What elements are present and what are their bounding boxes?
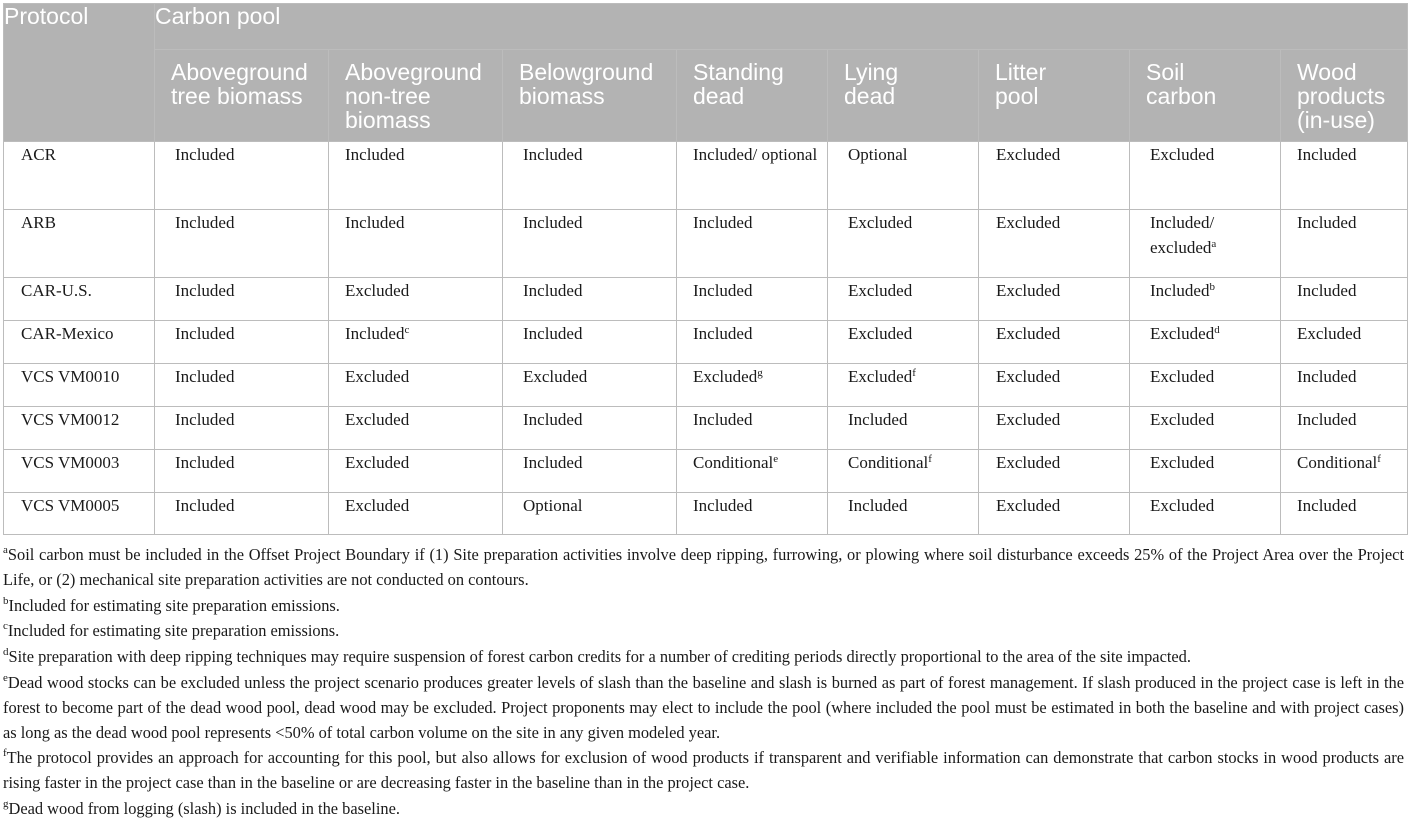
pool-cell-value: Included bbox=[1297, 410, 1357, 429]
pool-cell-value: Excluded bbox=[996, 324, 1061, 343]
pool-cell-value: Excluded bbox=[996, 496, 1061, 515]
pool-cell-value: Excluded bbox=[996, 281, 1061, 300]
footnote-text: The protocol provides an approach for accounting for this pool, but also allows for exclusion of wood products if transparent and verifiable information can demonstrate that carbon stocks in wood products are rising faster in the project case than in the baseline or are decreasing faster in the baseline than in the project case. bbox=[3, 748, 1404, 793]
pool-cell-value: Included bbox=[1297, 145, 1357, 164]
header-column-0 bbox=[155, 50, 329, 142]
pool-cell bbox=[979, 278, 1130, 321]
protocol-cell: CAR-U.S. bbox=[4, 278, 155, 321]
pool-cell bbox=[828, 210, 979, 278]
header-column-line: Litter bbox=[995, 59, 1047, 85]
pool-cell-value: Included bbox=[693, 213, 753, 232]
header-column-line: products bbox=[1297, 83, 1386, 109]
header-column-line: Belowground bbox=[519, 59, 654, 85]
pool-cell-value: Excluded bbox=[523, 367, 588, 386]
pool-cell bbox=[677, 407, 828, 450]
header-column-5 bbox=[979, 50, 1130, 142]
pool-cell bbox=[979, 321, 1130, 364]
table-row bbox=[4, 364, 1408, 407]
pool-cell bbox=[677, 278, 828, 321]
pool-cell-value: Excluded bbox=[848, 281, 913, 300]
pool-cell bbox=[979, 210, 1130, 278]
pool-cell bbox=[1281, 450, 1408, 493]
footnote bbox=[3, 645, 1404, 670]
pool-cell-value: Included bbox=[175, 496, 235, 515]
pool-cell bbox=[155, 407, 329, 450]
pool-cell bbox=[979, 364, 1130, 407]
pool-cell bbox=[1130, 142, 1281, 210]
pool-cell bbox=[1281, 407, 1408, 450]
pool-cell-value: Included bbox=[523, 213, 583, 232]
pool-cell-value: Included bbox=[523, 410, 583, 429]
protocol-cell: VCS VM0010 bbox=[4, 364, 155, 407]
pool-cell-value: Optional bbox=[523, 496, 583, 515]
pool-cell-value: Excluded bbox=[693, 367, 758, 386]
pool-cell-value: Included bbox=[1297, 213, 1357, 232]
footnote-marker: d bbox=[1214, 324, 1220, 336]
pool-cell bbox=[329, 364, 503, 407]
pool-cell bbox=[677, 493, 828, 535]
pool-cell bbox=[677, 321, 828, 364]
footnote-text: Dead wood stocks can be excluded unless the project scenario produces greater levels of slash than the baseline and slash is burned as part of forest management. If slash produced in the project case is left in the forest to become part of the dead wood pool, dead wood may be excluded. Project proponents may elect to include the pool (where included the pool must be estimated in both the baseline and with project cases) as long as the dead wood pool represents <50% of total carbon volume on the site in any given modeled year. bbox=[3, 672, 1404, 742]
pool-cell bbox=[155, 493, 329, 535]
header-column-line: Soil bbox=[1146, 59, 1185, 85]
header-column-line: dead bbox=[844, 83, 896, 109]
pool-cell-value: Excluded bbox=[345, 410, 410, 429]
pool-cell-value: Excluded bbox=[848, 324, 913, 343]
footnote bbox=[3, 797, 1404, 822]
pool-cell-value: Excluded bbox=[1150, 324, 1215, 343]
protocol-cell: ARB bbox=[4, 210, 155, 278]
pool-cell bbox=[677, 142, 828, 210]
pool-cell bbox=[1130, 210, 1281, 278]
footnote-marker: g bbox=[757, 367, 763, 379]
protocol-cell: VCS VM0012 bbox=[4, 407, 155, 450]
header-column-line: pool bbox=[995, 83, 1039, 109]
pool-cell-value: Included bbox=[175, 367, 235, 386]
footnote-marker: e bbox=[773, 453, 779, 465]
header-column-4 bbox=[828, 50, 979, 142]
footnote-mark: a bbox=[3, 544, 8, 556]
pool-cell bbox=[828, 407, 979, 450]
pool-cell-value: Optional bbox=[848, 145, 908, 164]
pool-cell-value: Excluded bbox=[1150, 453, 1215, 472]
pool-cell-value: Included bbox=[175, 324, 235, 343]
pool-cell-value: Excluded bbox=[848, 367, 913, 386]
footnote-text: Site preparation with deep ripping techniques may require suspension of forest carbon credits for a number of crediting periods directly proportional to the area of the site impacted. bbox=[8, 647, 1191, 667]
pool-cell bbox=[1130, 450, 1281, 493]
footnote-text: Dead wood from logging (slash) is included in the baseline. bbox=[8, 798, 400, 818]
pool-cell-value: Excluded bbox=[345, 281, 410, 300]
pool-cell-value: Included bbox=[175, 453, 235, 472]
footnote-marker: f bbox=[928, 453, 932, 465]
header-column-1 bbox=[329, 50, 503, 142]
pool-cell bbox=[677, 364, 828, 407]
footnote-marker: b bbox=[1209, 281, 1215, 293]
pool-cell-value: Excluded bbox=[345, 453, 410, 472]
protocol-cell: CAR-Mexico bbox=[4, 321, 155, 364]
header-column-line: Standing bbox=[693, 59, 784, 85]
header-row-top bbox=[4, 4, 1408, 50]
pool-cell bbox=[1130, 493, 1281, 535]
pool-cell bbox=[503, 321, 677, 364]
pool-cell bbox=[329, 450, 503, 493]
footnote bbox=[3, 671, 1404, 745]
header-column-3 bbox=[677, 50, 828, 142]
footnote-text: Included for estimating site preparation emissions. bbox=[8, 595, 340, 615]
protocol-cell: VCS VM0005 bbox=[4, 493, 155, 535]
footnote-marker: a bbox=[1211, 238, 1217, 250]
pool-cell-value: Included bbox=[345, 145, 405, 164]
pool-cell-value: Excluded bbox=[1297, 324, 1362, 343]
pool-cell bbox=[329, 278, 503, 321]
footnote bbox=[3, 619, 1404, 644]
pool-cell-value: Included bbox=[693, 281, 753, 300]
protocol-cell: ACR bbox=[4, 142, 155, 210]
footnote-mark: c bbox=[3, 620, 8, 633]
pool-cell-value: Included bbox=[523, 145, 583, 164]
pool-cell bbox=[1130, 278, 1281, 321]
header-carbon-pool: Carbon pool bbox=[155, 4, 1408, 50]
pool-cell bbox=[329, 321, 503, 364]
pool-cell-value: Included bbox=[523, 324, 583, 343]
header-column-line: non-tree bbox=[345, 83, 431, 109]
header-column-2 bbox=[503, 50, 677, 142]
pool-cell-value: Included/ optional bbox=[693, 145, 818, 164]
pool-cell-value: Conditional bbox=[1297, 453, 1378, 472]
pool-cell bbox=[503, 407, 677, 450]
header-column-7 bbox=[1281, 50, 1408, 142]
header-column-line: carbon bbox=[1146, 83, 1217, 109]
pool-cell-value: Included bbox=[523, 281, 583, 300]
pool-cell-value: Excluded bbox=[996, 367, 1061, 386]
header-column-line: Wood bbox=[1297, 59, 1357, 85]
pool-cell bbox=[503, 142, 677, 210]
table-row bbox=[4, 321, 1408, 364]
pool-cell bbox=[155, 210, 329, 278]
header-column-line: Aboveground bbox=[171, 59, 308, 85]
pool-cell-value: Excluded bbox=[1150, 410, 1215, 429]
pool-cell-value: Excluded bbox=[1150, 145, 1215, 164]
header-column-line: (in-use) bbox=[1297, 107, 1375, 133]
pool-cell-value: Excluded bbox=[1150, 496, 1215, 515]
pool-cell-value: Conditional bbox=[848, 453, 929, 472]
pool-cell bbox=[329, 407, 503, 450]
footnote-marker: c bbox=[404, 324, 410, 336]
pool-cell-value: Included bbox=[175, 410, 235, 429]
pool-cell bbox=[828, 493, 979, 535]
pool-cell-value: Excluded bbox=[345, 367, 410, 386]
pool-cell bbox=[1281, 321, 1408, 364]
pool-cell-value: Included bbox=[175, 145, 235, 164]
table-row bbox=[4, 142, 1408, 210]
header-column-line: biomass bbox=[519, 83, 605, 109]
header-column-line: biomass bbox=[345, 107, 431, 133]
pool-cell bbox=[155, 321, 329, 364]
pool-cell bbox=[828, 142, 979, 210]
pool-cell-value: Included bbox=[693, 410, 753, 429]
footnote bbox=[3, 543, 1404, 593]
pool-cell bbox=[1130, 364, 1281, 407]
footnote-mark: f bbox=[3, 747, 7, 760]
pool-cell-value: Included bbox=[1150, 281, 1210, 300]
pool-cell bbox=[1281, 142, 1408, 210]
pool-cell-value: Included bbox=[848, 496, 908, 515]
pool-cell bbox=[329, 210, 503, 278]
pool-cell bbox=[329, 142, 503, 210]
pool-cell-value: Included bbox=[693, 324, 753, 343]
pool-cell bbox=[677, 210, 828, 278]
pool-cell-value: Excluded bbox=[996, 213, 1061, 232]
pool-cell-value: Included bbox=[1297, 281, 1357, 300]
pool-cell bbox=[503, 278, 677, 321]
pool-cell bbox=[155, 450, 329, 493]
pool-cell-value: Included bbox=[345, 324, 405, 343]
header-column-line: Lying bbox=[844, 59, 899, 85]
pool-cell bbox=[828, 278, 979, 321]
footnote-mark: b bbox=[3, 594, 9, 607]
pool-cell bbox=[155, 278, 329, 321]
pool-cell bbox=[828, 364, 979, 407]
footnote-marker: f bbox=[1377, 453, 1381, 465]
pool-cell bbox=[503, 364, 677, 407]
footnote-text: Soil carbon must be included in the Offset Project Boundary if (1) Site preparation activities involve deep ripping, furrowing, or plowing where soil disturbance exceeds 25% of the Project Area over the Project Life, or (2) mechanical site preparation activities are not conducted on contours. bbox=[3, 545, 1404, 589]
pool-cell-value: Included bbox=[345, 213, 405, 232]
pool-cell bbox=[979, 493, 1130, 535]
pool-cell bbox=[979, 407, 1130, 450]
table-row bbox=[4, 278, 1408, 321]
pool-cell bbox=[1281, 364, 1408, 407]
pool-cell bbox=[329, 493, 503, 535]
table-header bbox=[4, 4, 1408, 142]
pool-cell bbox=[503, 450, 677, 493]
footnote bbox=[3, 746, 1404, 796]
pool-cell bbox=[828, 321, 979, 364]
pool-cell bbox=[979, 450, 1130, 493]
pool-cell-value: Included bbox=[175, 281, 235, 300]
carbon-pool-table bbox=[3, 3, 1408, 535]
header-column-line: Aboveground bbox=[345, 59, 482, 85]
pool-cell-value: Excluded bbox=[345, 496, 410, 515]
pool-cell-value: Excluded bbox=[996, 145, 1061, 164]
pool-cell-value: Conditional bbox=[693, 453, 774, 472]
protocol-cell: VCS VM0003 bbox=[4, 450, 155, 493]
header-column-line: dead bbox=[693, 83, 745, 109]
table-row bbox=[4, 493, 1408, 535]
pool-cell-value: Excluded bbox=[848, 213, 913, 232]
pool-cell-value: Included bbox=[693, 496, 753, 515]
table-row bbox=[4, 210, 1408, 278]
pool-cell-value: Included/ excluded bbox=[1150, 213, 1215, 257]
pool-cell bbox=[503, 210, 677, 278]
table-row bbox=[4, 407, 1408, 450]
header-column-6 bbox=[1130, 50, 1281, 142]
pool-cell bbox=[1130, 407, 1281, 450]
pool-cell bbox=[828, 450, 979, 493]
pool-cell-value: Excluded bbox=[996, 410, 1061, 429]
footnote-text: Included for estimating site preparation emissions. bbox=[7, 621, 340, 641]
pool-cell bbox=[503, 493, 677, 535]
header-row-columns bbox=[4, 50, 1408, 142]
footnote-marker: f bbox=[912, 367, 916, 379]
footnote-mark: g bbox=[3, 797, 9, 810]
pool-cell bbox=[677, 450, 828, 493]
table-row bbox=[4, 450, 1408, 493]
pool-cell-value: Included bbox=[1297, 496, 1357, 515]
pool-cell-value: Excluded bbox=[996, 453, 1061, 472]
pool-cell bbox=[1281, 210, 1408, 278]
table-body bbox=[4, 142, 1408, 535]
pool-cell bbox=[1281, 493, 1408, 535]
pool-cell-value: Included bbox=[175, 213, 235, 232]
footnote bbox=[3, 594, 1404, 619]
pool-cell bbox=[979, 142, 1130, 210]
pool-cell bbox=[1130, 321, 1281, 364]
pool-cell-value: Included bbox=[523, 453, 583, 472]
pool-cell-value: Included bbox=[848, 410, 908, 429]
header-protocol: Protocol bbox=[4, 4, 155, 142]
pool-cell bbox=[1281, 278, 1408, 321]
pool-cell bbox=[155, 142, 329, 210]
header-column-line: tree biomass bbox=[171, 83, 303, 109]
pool-cell-value: Included bbox=[1297, 367, 1357, 386]
pool-cell bbox=[155, 364, 329, 407]
footnote-mark: e bbox=[3, 671, 8, 684]
table-footnotes bbox=[3, 543, 1404, 822]
pool-cell-value: Excluded bbox=[1150, 367, 1215, 386]
footnote-mark: d bbox=[3, 646, 9, 659]
table-figure bbox=[3, 3, 1407, 823]
